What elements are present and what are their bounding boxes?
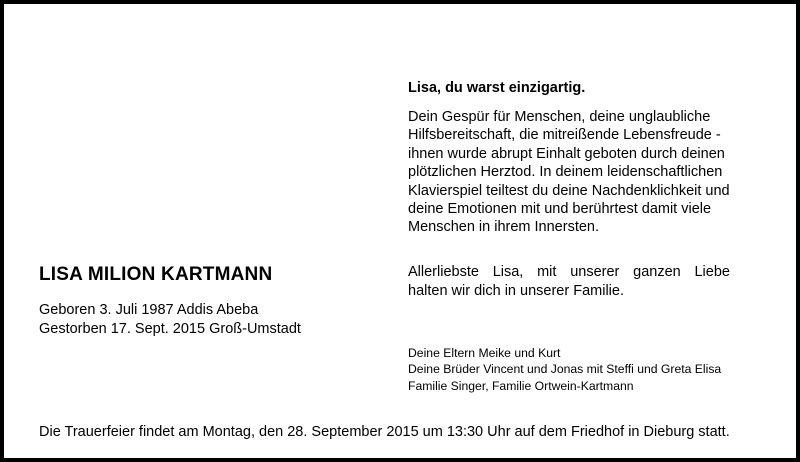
tribute-line: ihnen wurde abrupt Einhalt geboten durch deinen [408, 145, 725, 162]
love-message-line-2: halten wir dich in unserer Familie. [408, 283, 624, 299]
life-dates [39, 301, 301, 339]
love-word: mit [537, 264, 557, 280]
tribute-text [408, 108, 753, 237]
mourner-entry: Familie Singer, Familie Ortwein-Kartmann [408, 378, 634, 393]
love-word: Liebe [694, 264, 730, 280]
mourner-entry: Deine Eltern Meike und Kurt [408, 346, 561, 360]
mourners-list [408, 345, 721, 394]
quote-heading: Lisa, du warst einzigartig. [408, 80, 586, 96]
love-word: ganzen [633, 264, 681, 280]
tribute-line: Hilfsbereitschaft, die mitreißende Lebensfreude - [408, 127, 721, 144]
birth-date: Geboren 3. Juli 1987 Addis Abeba [39, 302, 259, 318]
tribute-line: Menschen in ihrem Innersten. [408, 219, 600, 236]
love-word: Lisa, [492, 264, 524, 280]
tribute-line: Klavierspiel teiltest du deine Nachdenklichkeit und [408, 182, 730, 199]
funeral-service-info: Die Trauerfeier findet am Montag, den 28. September 2015 um 13:30 Uhr auf dem Friedhof in Dieburg statt. [39, 424, 730, 440]
tribute-line: Dein Gespür für Menschen, deine unglaubliche [408, 109, 711, 125]
deceased-name: LISA MILION KARTMANN [39, 264, 273, 285]
tribute-line: deine Emotionen mit und berührtest damit viele [408, 201, 712, 218]
mourner-entry: Deine Brüder Vincent und Jonas mit Steffi und Greta Elisa [408, 362, 722, 377]
love-message [408, 263, 730, 301]
death-date: Gestorben 17. Sept. 2015 Groß-Umstadt [39, 321, 301, 337]
love-word: unserer [570, 264, 620, 280]
love-message-line-1 [408, 263, 730, 282]
love-word: Allerliebste [408, 264, 479, 280]
tribute-line: plötzlichen Herztod. In deinem leidenschaftlichen [408, 164, 723, 181]
